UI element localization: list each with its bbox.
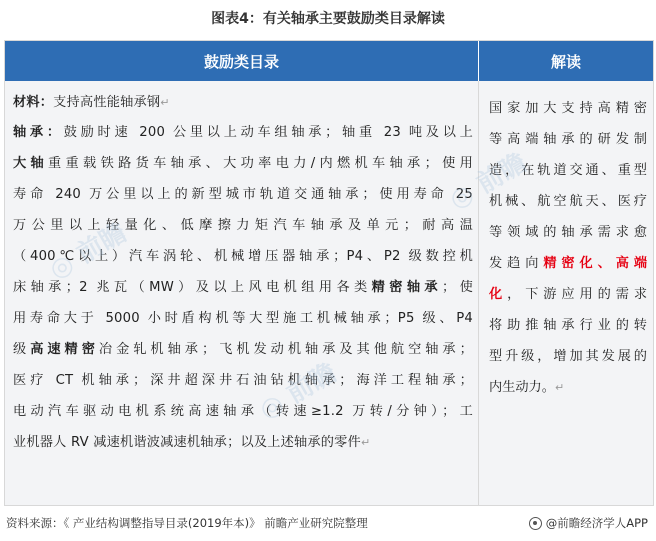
- header-catalog: 鼓励类目录: [5, 41, 478, 81]
- header-interpretation: 解读: [479, 41, 653, 81]
- catalog-line-10: 医疗 CT 机轴承；深井超深井石油钻机轴承；海洋工程轴承；: [13, 373, 473, 388]
- catalog-line-11: 电动汽车驱动电机系统高速轴承（转速≥1.2 万转/分钟）；工: [13, 404, 473, 419]
- interp-line-7: 化，下游应用的需求: [489, 287, 648, 302]
- brand-logo-icon: [529, 517, 542, 530]
- watermark-logo: ◎ 前瞻: [254, 357, 342, 426]
- catalog-line-7: 床轴承；2 兆瓦（MW）及以上风电机组用各类精密轴承；使: [13, 280, 473, 295]
- catalog-cell: [5, 81, 478, 505]
- catalog-line-9: 级高速精密冶金轧机轴承；飞机发动机轴承及其他航空轴承；: [13, 342, 473, 357]
- interp-line-2: 等高端轴承的研发制: [489, 132, 647, 147]
- interp-line-1: 国家加大支持高精密: [489, 101, 647, 116]
- interp-line-4: 机械、航空航天、医疗: [489, 194, 647, 209]
- brand-credit: [529, 515, 648, 531]
- interp-line-9: 型升级，增加其发展的: [489, 349, 647, 364]
- interp-line-5: 等领域的轴承需求愈: [489, 225, 647, 240]
- catalog-line-2: 轴承：鼓励时速 200 公里以上动车组轴承；轴重 23 吨及以上: [13, 125, 473, 140]
- figure-title: 图表4：有关轴承主要鼓励类目录解读: [211, 11, 445, 27]
- catalog-line-12: 业机器人 RV 减速机谐波减速机轴承；以及上述轴承的零件↵: [13, 435, 371, 450]
- watermark-logo: ◎ 前瞻: [44, 217, 132, 286]
- catalog-line-8: 用寿命大于 5000 小时盾构机等大型施工机械轴承；P5 级、P4: [13, 311, 473, 326]
- interp-line-10: 内生动力。↵: [489, 380, 565, 395]
- interp-line-8: 将助推轴承行业的转: [489, 318, 647, 333]
- interpretation-cell: [479, 81, 653, 505]
- catalog-line-1: 材料：支持高性能轴承钢↵: [13, 95, 170, 110]
- catalog-line-5: 万公里以上轻量化、低摩擦力矩汽车轴承及单元；耐高温: [13, 218, 473, 233]
- catalog-line-4: 寿命 240 万公里以上的新型城市轨道交通轴承；使用寿命 25: [13, 187, 473, 202]
- policy-table: [4, 40, 654, 506]
- brand-text: @前瞻经济学人APP: [545, 516, 648, 530]
- catalog-line-3: 大轴重重载铁路货车轴承、大功率电力/内燃机车轴承；使用: [13, 156, 473, 171]
- interp-line-6: 发趋向精密化、高端: [489, 256, 648, 271]
- catalog-line-6: （400℃以上）汽车涡轮、机械增压器轴承；P4、P2 级数控机: [13, 249, 473, 264]
- watermark-logo: ◎ 前瞻: [444, 147, 532, 216]
- interp-line-3: 造，在轨道交通、重型: [489, 163, 647, 178]
- source-note: 资料来源：《 产业结构调整指导目录(2019年本)》 前瞻产业研究院整理: [6, 516, 368, 530]
